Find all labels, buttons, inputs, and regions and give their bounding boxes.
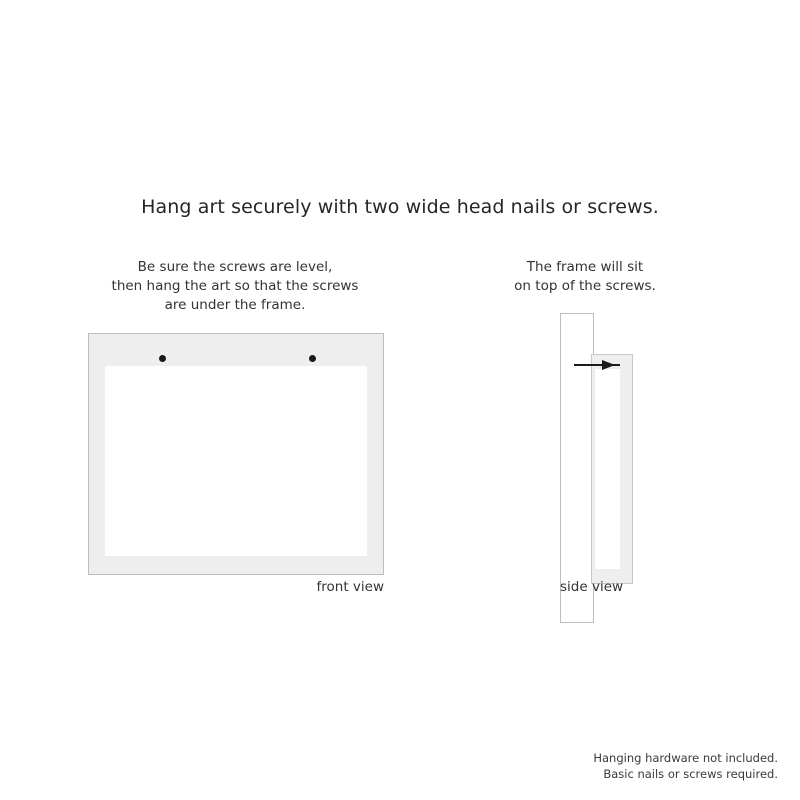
footnote-line-2: Basic nails or screws required. [603,767,778,781]
front-view-caption-line-3: are under the frame. [164,297,306,313]
front-view-caption-line-1: Be sure the screws are level, [137,259,333,275]
picture-frame-front [88,333,384,575]
front-view-caption-line-2: then hang the art so that the screws [111,278,359,294]
picture-frame-side [591,354,633,584]
page-title: Hang art securely with two wide head nails or screws. [141,196,659,218]
screw-head-icon [602,360,615,370]
footnote-line-1: Hanging hardware not included. [593,751,778,765]
side-view-caption [490,258,680,296]
side-view-label: side view [560,579,624,595]
frame-mat-front [105,366,367,556]
side-view-caption-line-1: The frame will sit [526,259,644,275]
side-view-caption-line-2: on top of the screws. [514,278,656,294]
footnote [593,750,778,782]
front-view-label: front view [316,579,384,595]
frame-mat-side [595,369,620,569]
side-view-illustration [560,313,680,623]
screw-dot-left-icon [159,355,166,362]
screw-dot-right-icon [309,355,316,362]
front-view-caption [85,258,385,315]
wall-slab [560,313,594,623]
front-view-illustration [88,333,384,575]
